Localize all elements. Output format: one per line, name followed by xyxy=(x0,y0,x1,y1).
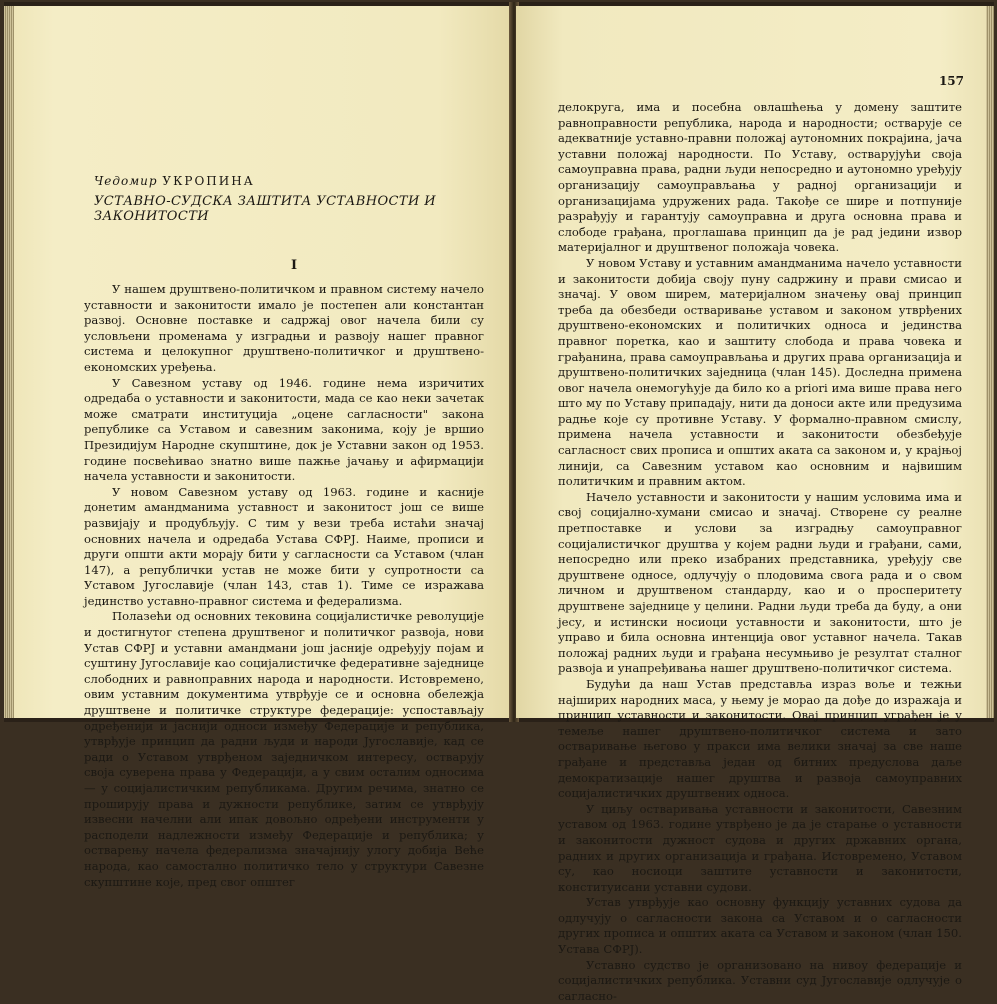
right-page xyxy=(516,6,986,1003)
left-page xyxy=(14,6,512,889)
paragraph: Полазећи од основних тековина социјалистичке револуције и достигнутог степена друштвеног и политичког развоја, нови Устав СФРЈ и уставни амандмани још јасније одређују појам и суштину Југославије као социјалистичке федеративне заједнице слободних и равноправних народа и народности. Истовремено, овим уставним документима утврђује се и основна обележја друштвене и политичке структуре федерације: успостављају одређенији и јаснији односи између Федерације и република, утврђује принцип да радни људи и народи Југославије, кад се ради о Уставом утврђеном заједничком интересу, остварују своја суверена права у Федерацији, а у свим осталим односима — у социјалистичким републикама. Другим речима, знатно се проширују права и дужности републике, затим се утврђују извесни начелни али ипак довољно одређени инструменти у расподели надлежности између Федерације и република; у остварењу начела федерализма значајнију улогу добија Веће народа, као самостално политичко тело у структури Савезне скупштине које, пред свог општег xyxy=(84,609,484,889)
page-edges-right xyxy=(986,6,994,718)
author-last-name: УКРОПИНА xyxy=(162,174,255,188)
paragraph: У новом Уставу и уставним амандманима начело уставности и законитости добија своју пуну садржину и прави смисао и значај. У овом ширем, материјалном значењу овај принцип треба да обезбеди остваривање уставом и законом утврђених друштвено-економских и политичких односа и јединства правног поретка, као и заштиту слобода и права човека и грађанина, права самоуправљања и других права организација и друштвено-политичких заједница (члан 145). Доследна примена овог начела онемогућује да било ко a priori има више права него што му по Уставу припадају, нити да доноси акте или предузима радње које су противне Уставу. У формално-правном смислу, примена начела уставности и законитости обезбеђује сагласност свих прописа и општих аката са законом и, у крајњој линији, са Савезним уставом као основним и највишим политичким и правним актом. xyxy=(558,255,962,489)
article-title: УСТАВНО-СУДСКА ЗАШТИТА УСТАВНОСТИ И ЗАКОНИТОСТИ xyxy=(94,194,436,224)
section-number: I xyxy=(290,258,298,273)
paragraph: делокруга, има и посебна овлашћења у домену заштите равноправности република, народа и народности; остварује се адекватније уставно-правни положај аутономних покрајина, јача уставни положај народности. По Уставу, остварујући своја самоуправна права, радни људи непосредно и аутономно уређују организацију самоуправљања у радној организацији и организацијама удружених рада. Такође се шире и потпуније разрађују и гарантују самоуправна и друга основна права и слободе грађана, проглашава принцип да је рад једини извор материјалног и друштвеног положаја човека. xyxy=(558,100,962,255)
paragraph: Устав утврђује као основну функцију уставних судова да одлучују о сагласности закона са Уставом и о сагласности других прописа и општих аката са Уставом и законом (члан 150. Устава СФРЈ). xyxy=(558,895,962,957)
paragraph: У Савезном уставу од 1946. године нема изричитих одредаба о уставности и законитости, мада се као неки зачетак може сматрати институција „оцене сагласности" закона републике са Уставом и савезним законима, коју је вршио Президијум Народне скупштине, док је Уставни закон од 1953. године посвећивао знатно више пажње јачању и афирмацији начела уставности и законитости. xyxy=(84,375,484,484)
page-number: 157 xyxy=(938,74,964,88)
open-book xyxy=(4,2,994,1003)
paragraph: У новом Савезном уставу од 1963. године и касније донетим амандманима уставност и законитост још се више развијају и продубљују. С тим у вези треба истаћи значај основних начела и одредаба Устава СФРЈ. Наиме, прописи и други општи акти морају бити у сагласности са Уставом (члан 147), а републички устав не може бити у супротности са Уставом Југославије (члан 143, став 1). Тиме се изражава јединство уставно-правног система и федерализма. xyxy=(84,484,484,608)
right-body-text xyxy=(558,100,962,1004)
paragraph: Начело уставности и законитости у нашим условима има и свој социјално-хумани смисао и значај. Створене су реалне претпоставке и услови за изградњу самоуправног социјалистичког друштва у којем радни људи и грађани, сами, непосредно или преко изабраних представника, уређују све друштвене односе, одлучују о плодовима свога рада и о свом личном и друштвеном стандарду, као и о просперитету друштвене заједнице у целини. Радни људи треба да буду, а они јесу, и истински носиоци уставности и законитости, што је управо и била основна интенција овог уставног начела. Такав положај радних људи и грађана несумњиво је резултат сталног развоја и унапређивања нашег друштвено-политичког система. xyxy=(558,489,962,676)
paragraph: Будући да наш Устав представља израз воље и тежњи најширих народних маса, у њему је морао да дође до изражаја и принцип уставности и законитости. Овај принцип уграђен је у темеље нашег друштвено-политичког система и зато остваривање његово у пракси има велики значај за све наше грађане и представља један од битних предуслова даље демократизације нашег друштва и развоја самоуправних социјалистичких друштвених односа. xyxy=(558,676,962,801)
author-first-name: Чедомир xyxy=(94,174,158,188)
paragraph: У нашем друштвено-политичком и правном систему начело уставности и законитости имало је постепен али константан развој. Основне поставке и садржај овог начела били су условљени променама у изградњи и развоју нашег правног система и целокупног друштвено-политичког и друштвено-економских уређења. xyxy=(84,282,484,374)
paragraph: Уставно судство је организовано на нивоу федерације и социјалистичких република. Уставни суд Југославије одлучује о сагласно- xyxy=(558,957,962,1003)
paragraph: У циљу остваривања уставности и законитости, Савезним уставом од 1963. године утврђено је да је старање о уставности и законитости дужност судова и других државних органа, радних и других организација и грађана. Истовремено, Уставом су, као носиоци заштите уставности и законитости, конституисани уставни судови. xyxy=(558,801,962,894)
author-name xyxy=(94,174,255,188)
page-edges-left xyxy=(4,6,14,718)
left-body-text xyxy=(84,282,484,890)
